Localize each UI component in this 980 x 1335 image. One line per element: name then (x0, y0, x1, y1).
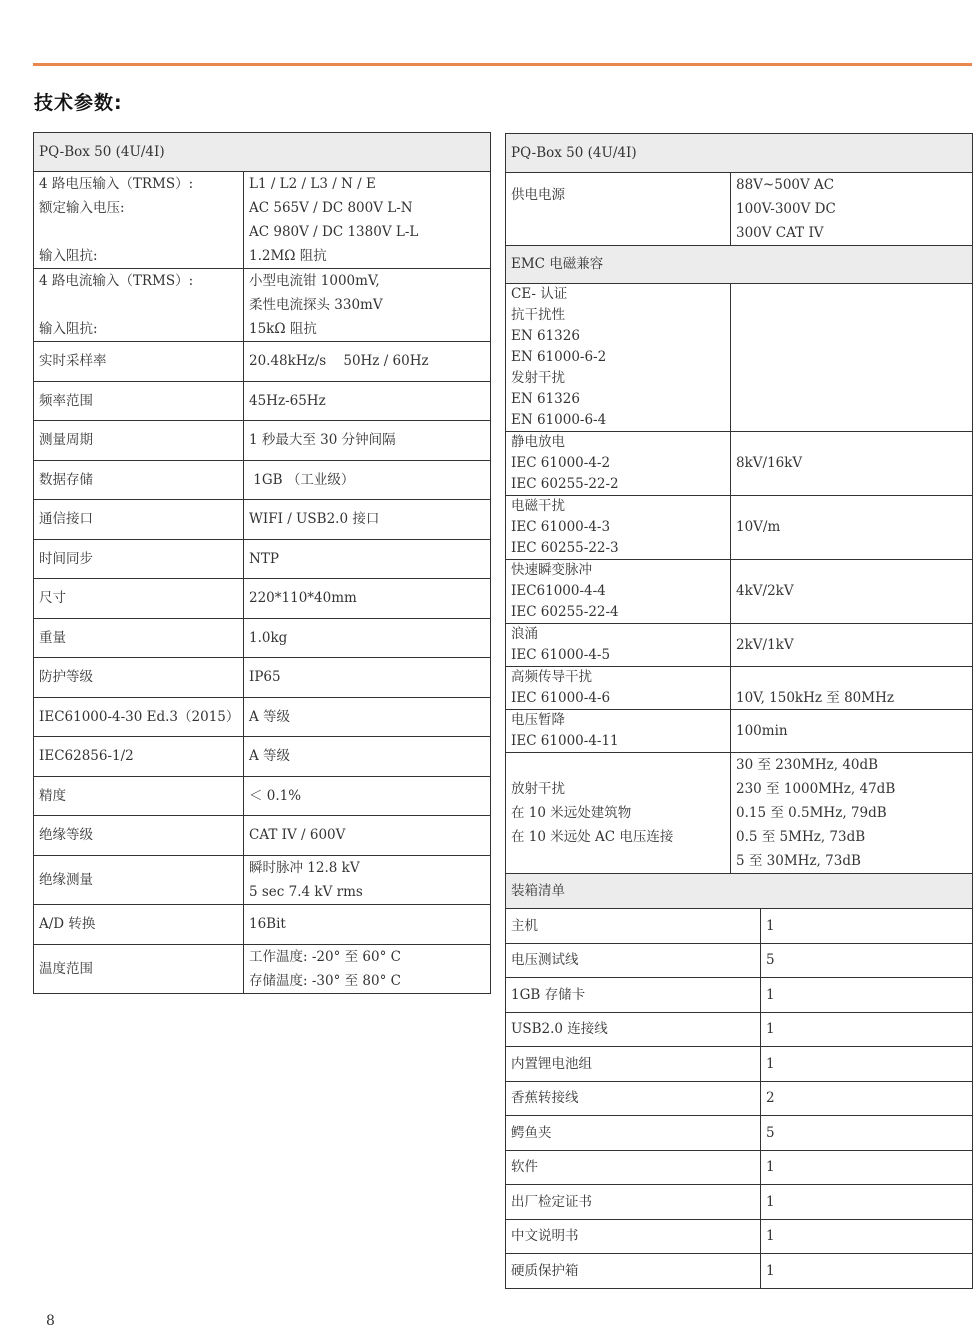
emc-standard (506, 624, 731, 667)
emc-value: 10V, 150kHz 至 80MHz (731, 667, 973, 710)
current-input-label: 4 路电流输入（TRMS）: 输入阻抗: (34, 269, 244, 342)
spec-label: 尺寸 (34, 579, 244, 619)
spec-value: 20.48kHz/s 50Hz / 60Hz (244, 342, 491, 382)
packing-qty: 1 (761, 1047, 973, 1082)
packing-section-row (506, 874, 973, 909)
insulation-measurement-value: 瞬时脉冲 12.8 kV 5 sec 7.4 kV rms (244, 855, 491, 904)
emc-standard-line: 电压暂降 (511, 712, 565, 728)
ad-conversion-value: 16Bit (244, 904, 491, 944)
spec-row (34, 737, 491, 777)
packing-row (506, 1185, 973, 1220)
emc-value: 100min (731, 710, 973, 753)
spec-label: 绝缘等级 (34, 816, 244, 856)
spec-row (34, 460, 491, 500)
emc-value: 8kV/16kV (731, 432, 973, 496)
spec-value: NTP (244, 539, 491, 579)
spec-rows (34, 342, 491, 856)
voltage-input-label: 4 路电压输入（TRMS）: 额定输入电压: 输入阻抗: (34, 172, 244, 269)
insulation-measurement-label: 绝缘测量 (34, 855, 244, 904)
packing-qty: 1 (761, 909, 973, 944)
packing-item: 香蕉转接线 (506, 1081, 761, 1116)
spec-row (34, 500, 491, 540)
emc-value: 4kV/2kV (731, 560, 973, 624)
spec-row (34, 776, 491, 816)
emc-section-header: EMC 电磁兼容 (506, 246, 973, 284)
emission-value: 30 至 230MHz, 40dB 230 至 1000MHz, 47dB 0.15 至 0.5MHz, 79dB 0.5 至 5MHz, 73dB 5 至 30MHz, 73dB (731, 753, 973, 874)
packing-item: 鳄鱼夹 (506, 1116, 761, 1151)
emc-row (506, 496, 973, 560)
emc-row (506, 432, 973, 496)
spec-label: IEC62856-1/2 (34, 737, 244, 777)
emc-standard-line: IEC 61000-4-11 (511, 733, 619, 749)
packing-row (506, 978, 973, 1013)
insulation-measurement-row (34, 855, 491, 904)
packing-qty: 1 (761, 978, 973, 1013)
emc-standard-line: EN 61000-6-4 (511, 412, 607, 428)
emc-standard-line: EN 61000-6-2 (511, 349, 607, 365)
packing-item: 出厂检定证书 (506, 1185, 761, 1220)
spec-value: 1.0kg (244, 618, 491, 658)
emc-standard-line: 快速瞬变脉冲 (511, 562, 592, 578)
spec-value: 1GB （工业级） (244, 460, 491, 500)
emc-row (506, 284, 973, 432)
packing-row (506, 1219, 973, 1254)
emc-standard-line: 抗干扰性 (511, 307, 565, 323)
packing-item: 主机 (506, 909, 761, 944)
emc-standard-line: 电磁干扰 (511, 498, 565, 514)
packing-item: 1GB 存储卡 (506, 978, 761, 1013)
emc-standard (506, 496, 731, 560)
packing-item: 软件 (506, 1150, 761, 1185)
spec-table-header-row (34, 133, 491, 172)
temperature-label: 温度范围 (34, 944, 244, 993)
packing-qty: 1 (761, 1219, 973, 1254)
spec-row (34, 618, 491, 658)
voltage-input-row (34, 172, 491, 269)
emc-table (505, 133, 973, 1289)
spec-value: 220*110*40mm (244, 579, 491, 619)
spec-row (34, 697, 491, 737)
page-number: 8 (46, 1313, 55, 1329)
packing-row (506, 1012, 973, 1047)
packing-rows (506, 909, 973, 1289)
spec-row (34, 381, 491, 421)
emc-row (506, 667, 973, 710)
power-supply-row (506, 173, 973, 246)
spec-row (34, 579, 491, 619)
spec-value: A 等级 (244, 737, 491, 777)
ad-conversion-row (34, 904, 491, 944)
spec-label: 频率范围 (34, 381, 244, 421)
emc-section-row (506, 246, 973, 284)
emc-value (731, 284, 973, 432)
spec-value: A 等级 (244, 697, 491, 737)
packing-item: 电压测试线 (506, 943, 761, 978)
emc-standard-line: IEC 61000-4-5 (511, 647, 611, 663)
spec-value: 45Hz-65Hz (244, 381, 491, 421)
emc-standard-line: EN 61326 (511, 328, 580, 344)
emc-standard-line: 发射干扰 (511, 370, 565, 386)
spec-label: 时间同步 (34, 539, 244, 579)
emc-standard-line: IEC 60255-22-3 (511, 540, 619, 556)
emc-table-header-row (506, 134, 973, 173)
emc-table-header: PQ-Box 50 (4U/4I) (506, 134, 973, 173)
packing-row (506, 1081, 973, 1116)
spec-row (34, 342, 491, 382)
emc-standard-line: IEC 61000-4-6 (511, 690, 611, 706)
temperature-value: 工作温度: -20° 至 60° C 存储温度: -30° 至 80° C (244, 944, 491, 993)
spec-value: IP65 (244, 658, 491, 698)
spec-label: 重量 (34, 618, 244, 658)
emc-row (506, 710, 973, 753)
packing-item: 中文说明书 (506, 1219, 761, 1254)
packing-qty: 1 (761, 1012, 973, 1047)
spec-label: IEC61000-4-30 Ed.3（2015） (34, 697, 244, 737)
emc-row (506, 624, 973, 667)
packing-qty: 5 (761, 1116, 973, 1151)
ad-conversion-label: A/D 转换 (34, 904, 244, 944)
emc-rows (506, 284, 973, 753)
spec-label: 防护等级 (34, 658, 244, 698)
emc-standard (506, 710, 731, 753)
spec-row (34, 816, 491, 856)
emc-standard (506, 560, 731, 624)
packing-row (506, 943, 973, 978)
emc-standard-line: IEC61000-4-4 (511, 583, 606, 599)
packing-section-header: 装箱清单 (506, 874, 973, 909)
emc-standard-line: 高频传导干扰 (511, 669, 592, 685)
packing-qty: 2 (761, 1081, 973, 1116)
header-rule (33, 63, 972, 66)
emission-label: 放射干扰 在 10 米远处建筑物 在 10 米远处 AC 电压连接 (506, 753, 731, 874)
emc-standard (506, 284, 731, 432)
emc-value: 2kV/1kV (731, 624, 973, 667)
packing-qty: 5 (761, 943, 973, 978)
emc-value: 10V/m (731, 496, 973, 560)
packing-qty: 1 (761, 1185, 973, 1220)
packing-row (506, 909, 973, 944)
spec-table-header: PQ-Box 50 (4U/4I) (34, 133, 491, 172)
packing-item: 硬质保护箱 (506, 1254, 761, 1289)
emc-standard-line: EN 61326 (511, 391, 580, 407)
emc-standard (506, 667, 731, 710)
spec-value: CAT IV / 600V (244, 816, 491, 856)
emc-standard-line: CE- 认证 (511, 286, 568, 302)
spec-row (34, 539, 491, 579)
packing-qty: 1 (761, 1254, 973, 1289)
packing-row (506, 1047, 973, 1082)
emc-standard-line: IEC 60255-22-2 (511, 476, 619, 492)
spec-label: 精度 (34, 776, 244, 816)
emc-standard-line: 静电放电 (511, 434, 565, 450)
emc-row (506, 560, 973, 624)
spec-value: ＜ 0.1% (244, 776, 491, 816)
spec-value: WIFI / USB2.0 接口 (244, 500, 491, 540)
spec-row (34, 421, 491, 461)
temperature-row (34, 944, 491, 993)
emission-row (506, 753, 973, 874)
page-title: 技术参数: (34, 92, 123, 114)
packing-item: 内置锂电池组 (506, 1047, 761, 1082)
emc-standard (506, 432, 731, 496)
spec-value: 1 秒最大至 30 分钟间隔 (244, 421, 491, 461)
emc-standard-line: IEC 61000-4-3 (511, 519, 611, 535)
spec-label: 实时采样率 (34, 342, 244, 382)
spec-label: 通信接口 (34, 500, 244, 540)
packing-qty: 1 (761, 1150, 973, 1185)
current-input-value: 小型电流钳 1000mV, 柔性电流探头 330mV 15kΩ 阻抗 (244, 269, 491, 342)
emc-standard-line: IEC 61000-4-2 (511, 455, 611, 471)
voltage-input-value: L1 / L2 / L3 / N / E AC 565V / DC 800V L-N AC 980V / DC 1380V L-L 1.2MΩ 阻抗 (244, 172, 491, 269)
current-input-row (34, 269, 491, 342)
spec-row (34, 658, 491, 698)
emc-standard-line: 浪涌 (511, 626, 538, 642)
packing-row (506, 1116, 973, 1151)
power-supply-label: 供电电源 (506, 173, 731, 246)
spec-label: 测量周期 (34, 421, 244, 461)
spec-label: 数据存储 (34, 460, 244, 500)
power-supply-value: 88V~500V AC 100V-300V DC 300V CAT IV (731, 173, 973, 246)
spec-table (33, 132, 491, 994)
packing-item: USB2.0 连接线 (506, 1012, 761, 1047)
emc-standard-line: IEC 60255-22-4 (511, 604, 619, 620)
packing-row (506, 1254, 973, 1289)
packing-row (506, 1150, 973, 1185)
